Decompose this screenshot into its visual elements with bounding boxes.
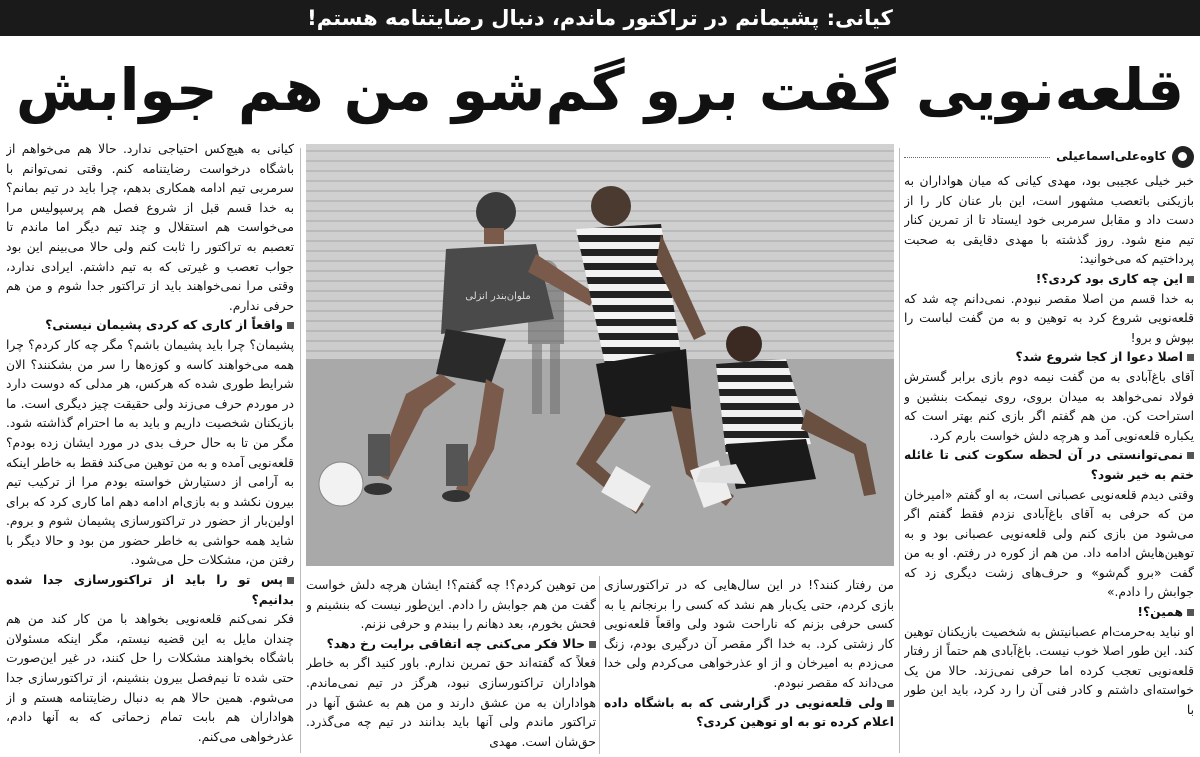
kicker: کیانی: پشیمانم در تراکتور ماندم، دنبال رضایتنامه هستم! bbox=[0, 0, 1200, 36]
headline: قلعه‌نویی گفت برو گم‌شو من هم جوابش bbox=[15, 56, 1185, 124]
paragraph: پشیمان؟ چرا باید پشیمان باشم؟ مگر چه کار کردم؟ چرا همه می‌خواهند کاسه و کوزه‌ها را سر من بشکنند؟ الان شرایط طوری شده که هرکس، هر مدلی که دوست دارد در موردم حرف می‌زند ولی حقیقت چیز دیگری است. ما بازیکنان شخصیت داریم و باید به ما احترام گذاشته شود. مگر من تا به حال حرف بدی در مورد ایشان زده بودم؟ قلعه‌نویی آمده و به من توهین می‌کند فقط به خاطر اینکه به آرامی از دستیارش خواسته بودم مرا از ترکیب تیم بیرون نکشد و به بازی‌ام ادامه دهم اما کاری کرد که برای اولین‌بار از حضور در تراکتورسازی پشیمان شوم و بروم. شاید همه حواشی به خاطر حضور من بود و حالا دیگر با رفتن من، مشکلات حل می‌شود. bbox=[6, 337, 294, 568]
column-2 bbox=[604, 576, 894, 756]
byline-rule bbox=[904, 157, 1050, 158]
question bbox=[904, 446, 1194, 485]
question bbox=[6, 571, 294, 610]
square-bullet-icon bbox=[1187, 452, 1194, 459]
photo-illustration bbox=[306, 144, 894, 566]
column-1 bbox=[904, 146, 1194, 756]
column-divider bbox=[300, 148, 301, 753]
paragraph: به خدا قسم من اصلا مقصر نبودم. نمی‌دانم چه شد که قلعه‌نویی شروع کرد به توهین و به من گفت لباست را بپوش و برو! bbox=[904, 291, 1194, 345]
question-text: حالا فکر می‌کنی چه اتفاقی برایت رخ دهد؟ bbox=[326, 636, 585, 651]
paragraph: وقتی دیدم قلعه‌نویی عصبانی است، به او گفتم «امیرخان من که حرفی به آقای باغ‌آبادی نزدم فقط گفتم اگر می‌شود من بازی کنم ولی قلعه‌نویی عصبانی بود و به توهین‌هایش ادامه داد. من هم از کوره در رفتم. او به من گفت «برو گم‌شو» و حرف‌های زشت دیگری زد که جوابش را دادم.» bbox=[904, 487, 1194, 600]
question-text: نمی‌توانستی در آن لحظه سکوت کنی تا غائله ختم به خیر شود؟ bbox=[904, 448, 1194, 482]
question-text: واقعاً از کاری که کردی پشیمان نیستی؟ bbox=[45, 318, 283, 333]
paragraph: او نباید به‌حرمت‌ام عصبانیتش به شخصیت بازیکنان توهین کند. این طور اصلا خوب نیست. باغ‌آبادی هم حتماً از رفتار قلعه‌نویی تعجب کرده اما حرفی نمی‌زند. حالا من یک خواسته‌ای داشتم و کادر فنی آن را رد کرد، باید این طور با bbox=[904, 624, 1194, 718]
question-text: این چه کاری بود کردی؟! bbox=[1035, 271, 1183, 286]
ball bbox=[319, 462, 363, 506]
question bbox=[306, 635, 596, 655]
paragraph: من توهین کردم؟! چه گفتم؟! ایشان هرچه دلش خواست گفت من هم جوابش را دادم. این‌طور نیست که بنشینم و فحش بخورم، بعد دهانم را ببندم و حرفی نزنم. bbox=[306, 578, 596, 632]
question-text: اصلا دعوا از کجا شروع شد؟ bbox=[1015, 350, 1183, 365]
question bbox=[604, 694, 894, 733]
question bbox=[6, 316, 294, 336]
question-text: ولی قلعه‌نویی در گزارشی که به باشگاه داده اعلام کرده تو به او توهین کردی؟ bbox=[604, 695, 894, 730]
paragraph: کیانی به هیچ‌کس احتیاجی ندارد. حالا هم می‌خواهم از باشگاه درخواست رضایتنامه کنم. وقتی نمی‌توانم با سرمربی تیم ادامه همکاری بدهم، چرا باید در تیم بمانم؟ به خدا قسم قبل از شروع فصل هم پرسپولیس مرا می‌خواست هم استقلال و چند تیم دیگر اما ماندم تا تعصبم به تراکتور را ثابت کنم ولی حالا می‌بینم این بود جواب تعصب و غیرتی که به تیم داشتم. ایرادی ندارد، وقتی مرا نمی‌خواهند باید از تراکتور جدا شوم و من هم حرفی ندارم. bbox=[6, 142, 294, 313]
square-bullet-icon bbox=[1187, 354, 1194, 361]
football-icon bbox=[1172, 146, 1194, 168]
match-photo bbox=[306, 144, 894, 566]
question bbox=[904, 603, 1194, 623]
paragraph: خبر خیلی عجیبی بود، مهدی کیانی که میان هواداران به بازیکنی باتعصب مشهور است، این بار عنان کار را از دست داد و مقابل سرمربی خود ایستاد تا از تمرین کنار تیم منع شود. روز گذشته با مهدی دقایقی به صحبت پرداختیم که می‌خوانید: bbox=[904, 174, 1194, 267]
square-bullet-icon bbox=[287, 322, 294, 329]
column-divider bbox=[899, 148, 900, 753]
paragraph: من رفتار کنند؟! در این سال‌هایی که در تراکتورسازی بازی کردم، حتی یک‌بار هم نشد که کسی را برنجانم یا به کسی حرفی بزنم که ناراحت شود ولی واقعاً قلعه‌نویی کار زشتی کرد. به خدا اگر مقصر آن درگیری بودم، زنگ می‌زدم به امیرخان و از او عذرخواهی می‌کردم ولی خدا می‌داند که مقصر نبودم. bbox=[604, 578, 894, 690]
square-bullet-icon bbox=[589, 641, 596, 648]
square-bullet-icon bbox=[1187, 609, 1194, 616]
column-divider bbox=[599, 576, 600, 754]
shirt-text: ملوان‌بندر انزلی bbox=[465, 291, 531, 302]
question-text: همین؟! bbox=[1137, 605, 1183, 620]
paragraph: فعلاً که گفته‌اند حق تمرین ندارم. باور کنید اگر به خاطر هواداران تراکتورسازی نبود، هرگز در تیم نمی‌ماندم. هواداران به من عشق دارند و من هم به عشق آنها در تراکتور ماندم ولی آنها باید بدانند در تیم چه می‌گذرد. حق‌شان است. مهدی bbox=[306, 656, 596, 749]
author-name: کاوه‌علی‌اسماعیلی bbox=[1056, 149, 1166, 164]
question bbox=[904, 270, 1194, 290]
byline bbox=[904, 146, 1194, 168]
paragraph: فکر نمی‌کنم قلعه‌نویی بخواهد با من کار کند من هم چندان مایل به این قضیه نیستم، مگر اینکه مسئولان باشگاه بخواهند مشکلات را حل کنند، در غیر این‌صورت حتی شده تا نیم‌فصل بیرون بنشینم، از تراکتورسازی جدا می‌شوم. همین حالا هم به دنبال رضایتنامه هستم و از هواداران هم بابت تمام زحماتی که به آنها دادم، عذرخواهی می‌کنم. bbox=[6, 612, 294, 744]
column-4 bbox=[6, 140, 294, 756]
column-3 bbox=[306, 576, 596, 756]
square-bullet-icon bbox=[887, 700, 894, 707]
square-bullet-icon bbox=[287, 577, 294, 584]
question bbox=[904, 348, 1194, 368]
paragraph: آقای باغ‌آبادی به من گفت نیمه دوم بازی برابر گسترش فولاد نمی‌خواهد به میدان بروی، روی نیمکت بنشین و استراحت کن. من هم گفتم اگر بازی کنم بهتر است که یکباره قلعه‌نویی آمد و هرچه دلش خواست بارم کرد. bbox=[904, 369, 1194, 443]
question-text: پس تو را باید از تراکتورسازی جدا شده بدانیم؟ bbox=[6, 573, 294, 607]
square-bullet-icon bbox=[1187, 276, 1194, 283]
